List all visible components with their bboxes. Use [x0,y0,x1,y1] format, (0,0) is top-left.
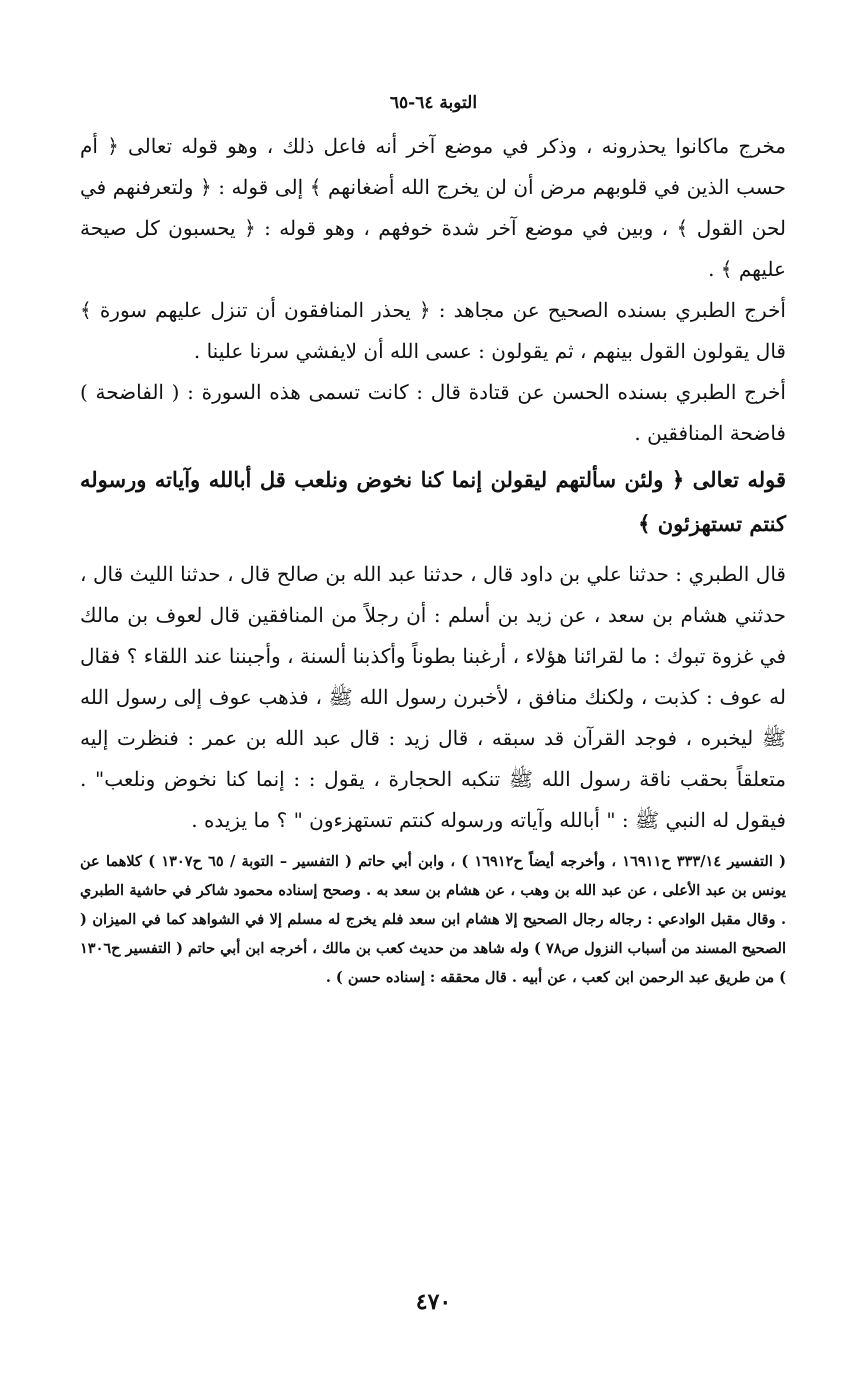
running-header: التوبة ٦٤-٦٥ [389,93,478,113]
paragraph-narration: قال الطبري : حدثنا علي بن داود قال ، حدثنا عبد الله بن صالح قال ، حدثنا الليث قال ، حدثني هشام بن سعد ، عن زيد بن أسلم : أن رجلاً من المنافقين قال لعوف بن مالك في غزوة تبوك : ما لقرائنا هؤلاء ، أرغبنا بطوناً وأكذبنا ألسنة ، وأجبننا عند اللقاء ؟ فقال له عوف : كذبت ، ولكنك منافق ، لأخبرن رسول الله ﷺ ، فذهب عوف إلى رسول الله ﷺ ليخبره ، فوجد القرآن قد سبقه ، قال زيد : قال عبد الله بن عمر : فنظرت إليه متعلقاً بحقب ناقة رسول الله ﷺ تنكبه الحجارة ، يقول : : إنما كنا نخوض ونلعب" . فيقول له النبي ﷺ : " أبالله وآياته ورسوله كنتم تستهزءون " ؟ ما يزيده . [80,562,786,832]
paragraph-3: أخرج الطبري بسنده الحسن عن قتادة قال : كانت تسمى هذه السورة : ( الفاضحة ) فاضحة المنافقين . [80,380,786,445]
page-number: ٤٧٠ [415,1289,452,1315]
verse-heading: قوله تعالى ﴿ ولئن سألتهم ليقولن إنما كنا نخوض ونلعب قل أبالله وآياته ورسوله كنتم تستهزئون ﴾ [80,467,786,536]
paragraph-2: أخرج الطبري بسنده الصحيح عن مجاهد : ﴿ يحذر المنافقون أن تنزل عليهم سورة ﴾ قال يقولون القول بينهم ، ثم يقولون : عسى الله أن لايفشي سرنا علينا . [80,298,786,363]
paragraph-1: مخرج ماكانوا يحذرونه ، وذكر في موضع آخر أنه فاعل ذلك ، وهو قوله تعالى ﴿ أم حسب الذين في قلوبهم مرض أن لن يخرج الله أضغانهم ﴾ إلى قوله : ﴿ ولتعرفنهم في لحن القول ﴾ ، وبين في موضع آخر شدة خوفهم ، وهو قوله : ﴿ يحسبون كل صيحة عليهم ﴾ . [80,134,786,281]
citation-footnote: ( التفسير ٣٣٣/١٤ ح١٦٩١١ ، وأخرجه أيضاً ح١٦٩١٢ ) ، وابن أبي حاتم ( التفسير – التوبة / ٦٥ ح١٣٠٧ ) كلاهما عن يونس بن عبد الأعلى ، عن عبد الله بن وهب ، عن هشام بن سعد به . وصحح إسناده محمود شاكر في حاشية الطبري . وقال مقبل الوادعي : رجاله رجال الصحيح إلا هشام ابن سعد فلم يخرج له مسلم إلا في الشواهد كما في الميزان ( الصحيح المسند من أسباب النزول ص٧٨ ) وله شاهد من حديث كعب بن مالك ، أخرجه ابن أبي حاتم ( التفسير ح١٣٠٦ ) من طريق عبد الرحمن ابن كعب ، عن أبيه . قال محققه : إسناده حسن ) . [80,853,786,986]
main-text [80,126,786,992]
